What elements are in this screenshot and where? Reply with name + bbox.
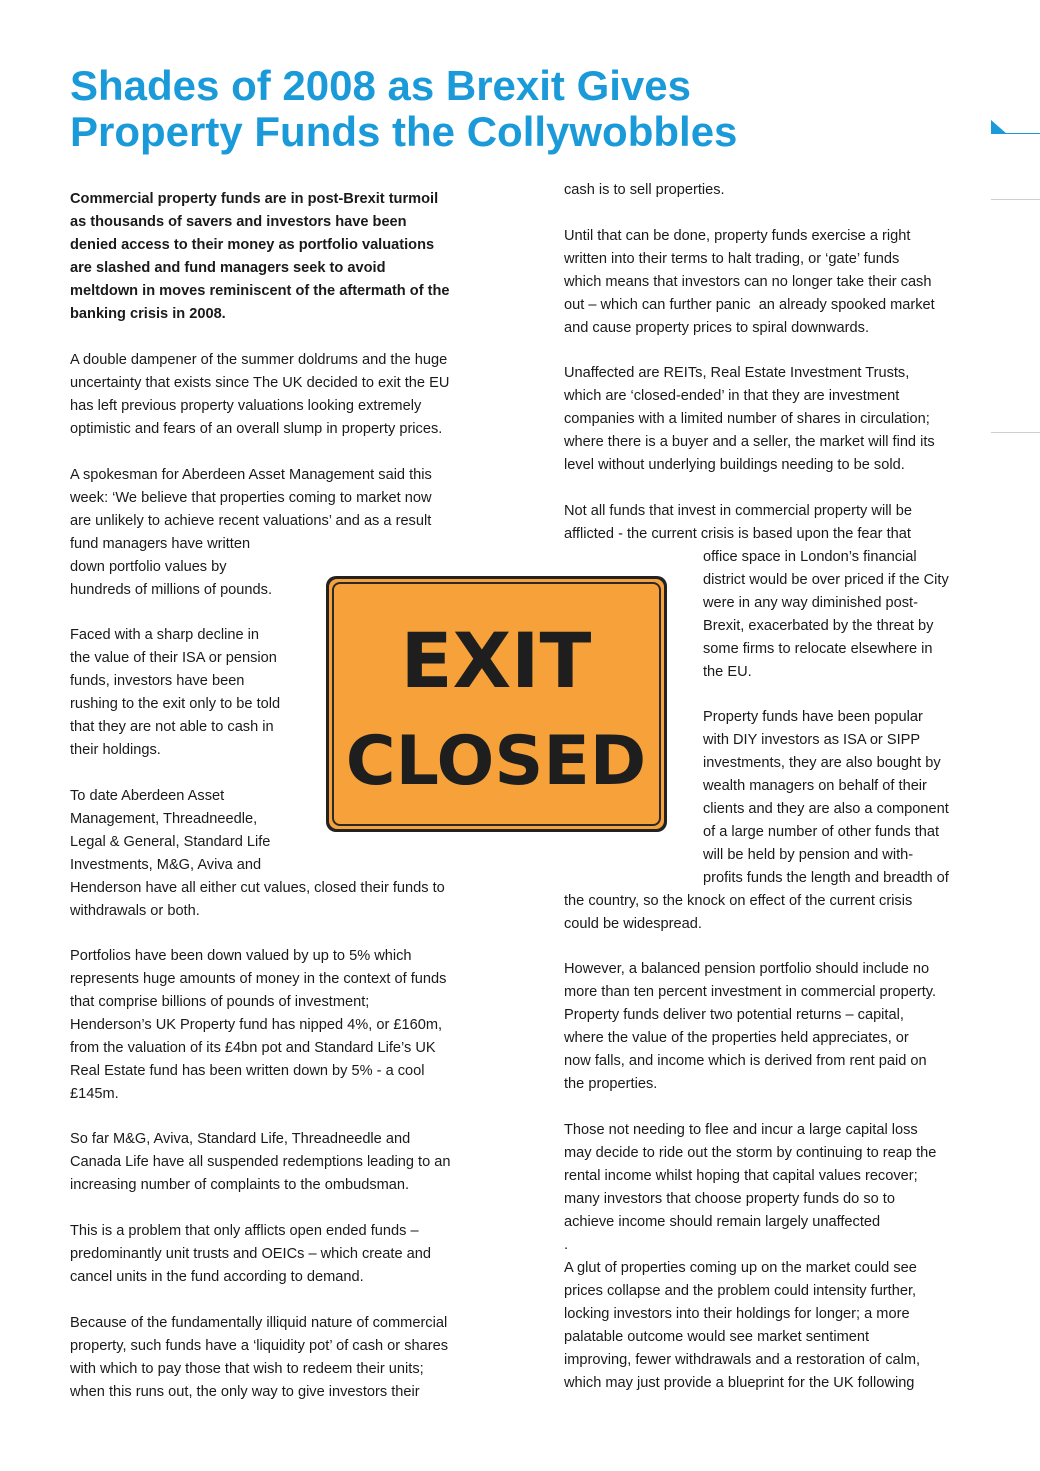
- sign-text-exit: EXIT: [400, 616, 592, 705]
- paragraph: To date Aberdeen Asset Management, Threadneedle, Legal & General, Standard Life Investments, M&G, Aviva and Henderson have all either cut values, closed their funds to withdrawals or both.: [70, 788, 445, 919]
- sign-text-closed: CLOSED: [345, 722, 647, 801]
- edge-rule: [991, 432, 1040, 433]
- lead-paragraph: Commercial property funds are in post-Brexit turmoil as thousands of savers and investors have been denied access to their money as portfolio valuations are slashed and fund managers seek to avoid meltdown in moves reminiscent of the aftermath of the banking crisis in 2008.: [70, 191, 450, 322]
- page-corner-marker: [991, 120, 1007, 134]
- article-title: [70, 63, 970, 155]
- edge-rule: [991, 199, 1040, 200]
- paragraph: the country, so the knock on effect of the current crisis could be widespread.: [564, 893, 913, 932]
- paragraph: Property funds have been popular with DIY investors as ISA or SIPP investments, they are also bought by wealth managers on behalf of their clients and they are also a component of a large number of other funds that will be held by pension and with- profits funds the length and breadth of: [703, 709, 949, 886]
- paragraph: Those not needing to flee and incur a large capital loss may decide to ride out the storm by continuing to reap the rental income whilst hoping that capital values recover; many investors that choose property funds do so to achieve income should remain largely unaffected . A glut of properties coming up on the market could see prices collapse and the problem could intensity further, locking investors into their holdings for longer; a more palatable outcome would see market sentiment improving, fewer withdrawals and a restoration of calm, which may just provide a blueprint for the UK following: [564, 1122, 937, 1391]
- paragraph: A spokesman for Aberdeen Asset Management said this week: ‘We believe that properties coming to market now are unlikely to achieve recent valuations’ and as a result fund managers have written down portfolio values by hundreds of millions of pounds.: [70, 467, 432, 598]
- paragraph: Until that can be done, property funds exercise a right written into their terms to halt trading, or ‘gate’ funds which means that investors can no longer take their cash out – which can further panic an already spooked market and cause property prices to spiral downwards.: [564, 228, 935, 336]
- paragraph: Faced with a sharp decline in the value of their ISA or pension funds, investors have been rushing to the exit only to be told that they are not able to cash in their holdings.: [70, 627, 281, 758]
- paragraph: cash is to sell properties.: [564, 182, 725, 198]
- edge-rule: [991, 133, 1040, 134]
- paragraph: Unaffected are REITs, Real Estate Investment Trusts, which are ‘closed-ended’ in that they are investment companies with a limited number of shares in circulation; where there is a buyer and a seller, the market will find its level without underlying buildings needing to be sold.: [564, 365, 935, 473]
- title-line-1: Shades of 2008 as Brexit Gives: [70, 62, 691, 109]
- paragraph: A double dampener of the summer doldrums and the huge uncertainty that exists since The UK decided to exit the EU has left previous property valuations looking extremely optimistic and fears of an overall slump in property prices.: [70, 352, 450, 437]
- exit-closed-sign-image: [324, 574, 669, 834]
- paragraph: However, a balanced pension portfolio should include no more than ten percent investment in commercial property. Property funds deliver two potential returns – capital, where the value of the properties held appreciates, or now falls, and income which is derived from rent paid on the properties.: [564, 961, 937, 1092]
- title-line-2: Property Funds the Collywobbles: [70, 108, 738, 155]
- paragraph: Portfolios have been down valued by up to 5% which represents huge amounts of money in the context of funds that comprise billions of pounds of investment; Henderson’s UK Property fund has nipped 4%, or £160m, from the valuation of its £4bn pot and Standard Life’s UK Real Estate fund has been written down by 5% - a cool £145m.: [70, 948, 447, 1102]
- paragraph: This is a problem that only afflicts open ended funds – predominantly unit trusts and OEICs – which create and cancel units in the fund according to demand.: [70, 1223, 431, 1285]
- paragraph: So far M&G, Aviva, Standard Life, Threadneedle and Canada Life have all suspended redemptions leading to an increasing number of complaints to the ombudsman.: [70, 1131, 451, 1193]
- paragraph: Not all funds that invest in commercial property will be afflicted - the current crisis is based upon the fear that: [564, 503, 912, 542]
- paragraph: office space in London’s financial district would be over priced if the City were in any way diminished post- Brexit, exacerbated by the threat by some firms to relocate elsewhere in the EU.: [703, 549, 949, 680]
- paragraph: Because of the fundamentally illiquid nature of commercial property, such funds have a ‘liquidity pot’ of cash or shares with which to pay those that wish to redeem their units; when this runs out, the only way to give investors their: [70, 1315, 449, 1400]
